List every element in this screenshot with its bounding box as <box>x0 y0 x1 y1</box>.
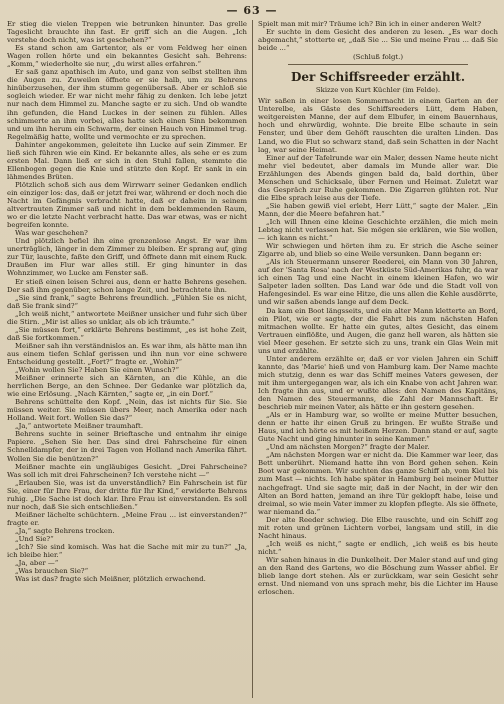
section-separator <box>288 64 468 65</box>
paragraph: Was war geschehen? <box>15 229 88 238</box>
right-column <box>258 20 498 698</box>
paragraph: „Ja, aber —“ <box>15 559 59 568</box>
paragraph: Was ist das? fragte sich Meißner, plötzlich erwachend. <box>15 575 206 584</box>
story-paragraph: „Ich weiß es nicht,“ sagte er endlich, „ich weiß es bis heute nicht.“ <box>258 539 498 556</box>
story-paragraph: Unter anderem erzählte er, daß er vor vielen Jahren ein Schiff kannte, das 'Marie' hieß und von Hamburg kam. Der Name machte mich stutzig, denn es war das Schiff meines Vaters gewesen, der mit ihm untergegangen war, als ich ein Knabe von acht Jahren war. Ich fragte ihn aus, und er wußte alles: den Namen des Kapitäns, den Namen des Steuermanns, die Zahl der Mannschaft. Er beschrieb mir meinen Vater, als hätte er ihn gestern gesehen. <box>258 354 498 412</box>
story-paragraph: „Sie haben gewiß viel erlebt, Herr Lütt,“ sagte der Maler. „Ein Mann, der die Meere befahren hat.“ <box>258 201 498 218</box>
story-paragraph: Da kam ein Boot längsseits, und ein alter Mann kletterte an Bord, ein Pilot, wie er sagte, der die Fahrt bis zum nächsten Hafen mitmachen wollte. Er hatte ein gutes, altes Gesicht, das einem Vertrauen einflößte, und Augen, die ganz hell waren, als hätten sie viel Meer gesehen. Er setzte sich zu uns, trank ein Glas Wein mit uns und erzählte. <box>258 306 498 355</box>
story-paragraph: Der alte Reeder schwieg. Die Elbe rauschte, und ein Schiff zog mit roten und grünen Lichtern vorbei, langsam und still, in die Nacht hinaus. <box>258 515 498 540</box>
story-paragraph: Einer auf der Tafelrunde war ein Maler, dessen Name heute nicht mehr viel bedeutet, aber damals im Munde aller war. Die Erzählungen des Abends gingen bald da, bald dorthin, über Menschen und Schicksale, über Fernen und Heimat. Zuletzt war das Gespräch zur Ruhe gekommen. Die Zigarren glühten rot. Nur die Elbe sprach leise aus der Tiefe. <box>258 153 498 202</box>
paragraph: Er stieß einen leisen Schrei aus, denn er hatte Behrens gesehen. Der saß ihm gegenüber, schon lange Zeit, und betrachtete ihn. <box>7 277 247 294</box>
paragraph: Es stand schon am Gartentor, als er vom Feldweg her einen Wagen rollen hörte und ein bekanntes Gesicht sah. Behrens: „Komm,“ wiederholte sie nur, „du wirst alles erfahren.“ <box>7 44 247 69</box>
paragraph: Er saß ganz apathisch im Auto, und ganz von selbst stellten ihm die Augen zu. Zuweilen öffnete er sie halb, um zu Behrens hinüberzusehen, der ihm stumm gegenübersaß. Aber er schloß sie sogleich wieder. Er war nicht mehr fähig zu denken. Ich lebe jetzt nur nach dem Himmel zu. Manche sagte er zu sich. Und ob wandte ihn gefunden, die Hand Luckes in der seinen zu fühlen. Alles schimmerte an ihm vorbei, alles hatte sich einen Sinn bekommen und um ihn herum ein Schwarm, der einen Hauch von Himmel trug. Regelmäßig hatte, wollte und vermochte er zu sprechen. <box>7 68 247 141</box>
paragraph: „Sie müssen fort,“ erklärte Behrens bestimmt, „es ist hohe Zeit, daß Sie fortkommen.“ <box>7 325 247 342</box>
paragraph: „Sie sind frank,“ sagte Behrens freundlich. „Fühlen Sie es nicht, daß Sie frank sind?“ <box>7 293 247 310</box>
page-number: — 63 — <box>226 4 278 17</box>
paragraph: Und plötzlich befiel ihn eine grenzenlose Angst. Er war ihm unerträglich, länger in dem Zimmer zu bleiben. Er sprang auf, ging zur Tür, lauschte, faßte den Griff, und öffnete dann mit einem Ruck. Draußen im Flur war alles still. Er ging hinunter in das Wohnzimmer, wo Lucke am Fenster saß. <box>7 237 247 278</box>
column-divider <box>252 20 253 698</box>
paragraph: „Ich weiß nicht,“ antwortete Meißner unsicher und fuhr sich über die Stirn. „Mir ist alles so unklar, als ob ich träumte.“ <box>7 309 247 326</box>
left-column <box>7 20 247 698</box>
paragraph: Plötzlich schoß sich aus dem Wirrwarr seiner Gedanken endlich ein einziger los: das, daß er jetzt frei war, während er doch noch die Nacht im Gefängnis verbracht hatte, daß er daheim in seinem altvertrauten Zimmer saß und nicht in dem beklemmenden Raum, wo er die letzte Nacht verbracht hatte. Das war etwas, was er nicht begreifen konnte. <box>7 180 247 230</box>
paragraph: Er suchte in dem Gesicht des anderen zu lesen. „Es war doch abgemacht,“ stotterte er, „daß Sie ... Sie und meine Frau ... daß Sie beide ...“ <box>258 28 498 53</box>
story-body <box>258 97 498 596</box>
paragraph: Meißner machte ein ungläubiges Gesicht. „Drei Fahrscheine? Was soll ich mit drei Fahrscheinen? Ich verstehe nicht —“ <box>7 462 247 479</box>
story-paragraph: Wir schwiegen und hörten ihm zu. Er strich die Asche seiner Zigarre ab, und blieb so eine Weile versunken. Dann begann er: <box>258 242 498 259</box>
paragraph: Meißner lächelte schüchtern. „Meine Frau ... ist einverstanden?“ fragte er. <box>7 510 247 527</box>
story-paragraph: „Und am nächsten Morgen?“ fragte der Maler. <box>266 443 430 452</box>
serial-continuation <box>258 20 498 52</box>
paragraph: Er stieg die vielen Treppen wie betrunken hinunter. Das grelle Tageslicht brauchte ihn fast. Er griff sich an die Augen. „Ich verstehe doch nicht, was ist geschehen?“ <box>7 20 247 45</box>
story-paragraph: Wir sahen hinaus in die Dunkelheit. Der Maler stand auf und ging an den Rand des Gartens, wo die Böschung zum Wasser abfiel. Er blieb lange dort stehen. Als er zurückkam, war sein Gesicht sehr ernst. Und niemand von uns sprach mehr, bis die Lichter im Hause erloschen. <box>258 555 498 597</box>
paragraph: Meißner sah ihn verständnislos an. Es war ihm, als hätte man ihn aus einem tiefen Schlaf gerissen und ihn nun vor eine schwere Entscheidung gestellt. „Fort?“ fragte er. „Wohin?“ <box>7 341 247 366</box>
paragraph: „Was brauchen Sie?“ <box>15 567 89 576</box>
serial-end-note: (Schluß folgt.) <box>352 53 404 62</box>
story-byline: Skizze von Kurt Küchler (im Felde). <box>315 86 441 95</box>
paragraph: „Ich? Sie sind komisch. Was hat die Sache mit mir zu tun?“ „Ja, ich bleibe hier.“ <box>7 543 247 560</box>
paragraph: Meißner erinnerte sich an Kärnten, an die Kühle, an die herrlichen Berge, an den Schnee. Der Gedanke war plötzlich da, wie eine Erlösung. „Nach Kärnten,“ sagte er, „in ein Dorf.“ <box>7 374 247 399</box>
story-title: Der Schiffsreeder erzählt. <box>290 70 466 85</box>
paragraph: Spielt man mit mir? Träume ich? Bin ich in einer anderen Welt? <box>258 20 482 28</box>
paragraph: „Und Sie?“ <box>15 535 54 543</box>
paragraph: Behrens schüttelte den Kopf. „Nein, das ist nichts für Sie. Sie müssen weiter. Sie müssen übers Meer, nach Amerika oder nach Holland. Weit fort. Wollen Sie das?“ <box>7 398 247 423</box>
story-paragraph: „Ich will Ihnen eine kleine Geschichte erzählen, die mich mein Lebtag nicht verlassen hat. Sie mögen sie erklären, wie Sie wollen, — ich kann es nicht.“ <box>258 217 498 243</box>
story-paragraph: Wir saßen in einer losen Sommernacht in einem Garten an der Unterelbe, als Gäste des Schiffsreeders Lütt, dem Haben, weitgereisten Manne, der auf dem Elbufer, in einem Bauernhaus, hoch und ehrwürdig, wohnte. Die breite Elbe schaute in sein Fenster, und über dem Gehöft rauschten die uralten Linden. Das Land, wo die Flut so schwarz stand, daß sein Schatten in der Nacht lag, war seine Heimat. <box>258 97 498 154</box>
paragraph: „Ja,“ sagte Behrens trocken. <box>15 526 115 535</box>
paragraph: „Ja,“ antwortete Meißner traumhaft. <box>15 422 144 431</box>
paragraph: Behrens suchte in seiner Brieftasche und entnahm ihr einige Papiere. „Sehen Sie her. Das sind drei Fahrscheine für einen Schnelldampfer, der in drei Tagen von Holland nach Amerika fährt. Wollen Sie die benützen?“ <box>7 430 247 463</box>
paragraph: „Wohin wollen Sie? Haben Sie einen Wunsch?“ <box>15 366 179 375</box>
story-paragraph: „Als ich Steuermann unserer Reederei, ein Mann von 30 Jahren, auf der 'Santa Rosa' nach der Westküste Süd-Amerikas fuhr, da war ich einen Tag und eine Nacht in einem kleinen Hafen, wo wir Salpeter laden sollten. Das Land war öde und die Stadt voll von Hafengesindel. Es war eine Hitze, die uns allen die Kehle ausdörrte, und wir saßen abends lange auf dem Deck. <box>258 258 498 307</box>
paragraph: „Erlauben Sie, was ist da unverständlich? Ein Fahrschein ist für Sie, einer für Ihre Frau, der dritte für Ihr Kind,“ erwiderte Behrens ruhig. „Die Sache ist doch klar. Ihre Frau ist einverstanden. Es soll nur noch, daß Sie sich entschließen.“ <box>7 478 247 511</box>
story-paragraph: „Als er in Hamburg war, so wollte er meine Mutter besuchen, denn er hatte ihr einen Gruß zu bringen. Er wußte Straße und Haus, und ich hörte es mit heißem Herzen. Dann stand er auf, sagte Gute Nacht und ging hinunter in seine Kammer.“ <box>258 411 498 444</box>
story-paragraph: „Am nächsten Morgen war er nicht da. Die Kammer war leer, das Bett unberührt. Niemand hatte ihn von Bord gehen sehen. Kein Boot war gekommen. Wir suchten das ganze Schiff ab, vom Kiel bis zum Mast — nichts. Ich habe später in Hamburg bei meiner Mutter nachgefragt. Und sie sagte mir, daß in der Nacht, in der wir den Alten an Bord hatten, jemand an ihre Tür geklopft habe, leise und dreimal, so wie mein Vater immer zu klopfen pflegte. Als sie öffnete, war niemand da.“ <box>258 451 498 516</box>
paragraph: Dahinter angekommen, geleitete ihn Lucke auf sein Zimmer. Er ließ sich führen wie ein Kind. Er bekannte alles, als sehe er es zum ersten Mal. Dann ließ er sich in den Stuhl fallen, stemmte die Ellenbogen gegen die Knie und stützte den Kopf. Er sank in ein lähmendes Brüten. <box>7 140 247 181</box>
